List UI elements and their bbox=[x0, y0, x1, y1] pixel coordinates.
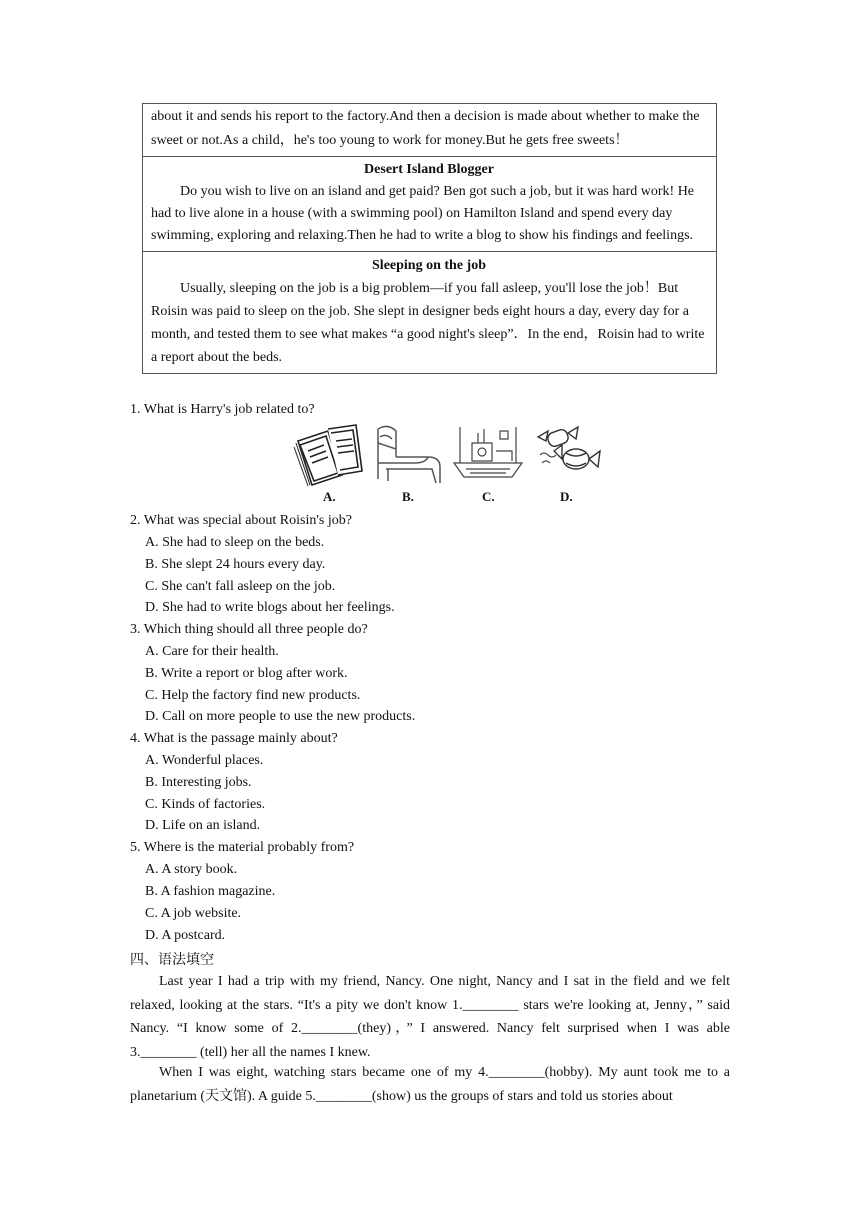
grammar-passage-paragraph-1: Last year I had a trip with my friend, Nancy. One night, Nancy and I sat in the field and we felt relaxed, looking at the stars. “It's a pity we don't know 1.________ stars we're looking at, Jenny，” said Nancy. “I know some of 2.________(they)，” I answered. Nancy felt surprised when I was able 3.________ (tell) her all the names I knew. bbox=[130, 974, 730, 1060]
question-5-option-a: A. A story book. bbox=[145, 862, 238, 877]
question-3-option-b: B. Write a report or blog after work. bbox=[145, 666, 348, 681]
question-3-option-c: C. Help the factory find new products. bbox=[145, 688, 361, 703]
question-4: 4. What is the passage mainly about? bbox=[130, 731, 338, 746]
sweets-icon bbox=[532, 423, 602, 487]
question-2-option-c: C. She can't fall asleep on the job. bbox=[145, 579, 336, 594]
table-row-island-blogger bbox=[143, 156, 716, 251]
question-5-option-c: C. A job website. bbox=[145, 906, 242, 921]
question-4-option-a: A. Wonderful places. bbox=[145, 753, 264, 768]
question-2-option-d: D. She had to write blogs about her feelings. bbox=[145, 600, 395, 615]
question-3: 3. Which thing should all three people do? bbox=[130, 622, 368, 637]
grammar-passage-paragraph-2: When I was eight, watching stars became one of my 4.________(hobby). My aunt took me to a planetarium (天文馆). A guide 5.________(show) us the groups of stars and told us stories about bbox=[130, 1065, 730, 1104]
question-2: 2. What was special about Roisin's job? bbox=[130, 513, 352, 528]
question-4-option-c: C. Kinds of factories. bbox=[145, 797, 266, 812]
option-a-label: A. bbox=[323, 489, 336, 504]
question-5: 5. Where is the material probably from? bbox=[130, 840, 355, 855]
reading-table bbox=[142, 103, 717, 374]
question-2-option-b: B. She slept 24 hours every day. bbox=[145, 557, 326, 572]
sleeping-job-title: Sleeping on the job bbox=[372, 258, 486, 273]
question-2-option-a: A. She had to sleep on the beds. bbox=[145, 535, 325, 550]
question-4-option-b: B. Interesting jobs. bbox=[145, 775, 252, 790]
question-3-option-d: D. Call on more people to use the new products. bbox=[145, 709, 416, 724]
question-4-option-d: D. Life on an island. bbox=[145, 818, 261, 833]
island-blogger-title: Desert Island Blogger bbox=[364, 162, 494, 177]
option-b-label: B. bbox=[402, 489, 414, 504]
factory-machine-icon bbox=[452, 423, 524, 487]
table-row-sleeping-job bbox=[143, 251, 716, 373]
question-5-option-d: D. A postcard. bbox=[145, 928, 226, 943]
island-blogger-text: Do you wish to live on an island and get paid? Ben got such a job, but it was hard work! He had to live alone in a house (with a swimming pool) on Hamilton Island and spend every day swimming, exploring and relaxing.Then he had to write a blog to show his findings and feelings. bbox=[151, 184, 695, 243]
bed-icon bbox=[374, 423, 444, 487]
table-row-sweet-tester bbox=[143, 104, 716, 156]
section-4-heading: 四、语法填空 bbox=[130, 952, 214, 968]
question-1-images bbox=[290, 423, 610, 513]
option-c-label: C. bbox=[482, 489, 495, 504]
question-1: 1. What is Harry's job related to? bbox=[130, 402, 315, 417]
option-d-label: D. bbox=[560, 489, 573, 504]
question-3-option-a: A. Care for their health. bbox=[145, 644, 279, 659]
sleeping-job-text: Usually, sleeping on the job is a big problem—if you fall asleep, you'll lose the job！But Roisin was paid to sleep on the job. She slept in designer beds eight hours a day, every day for a month, and tested them to see what makes “a good night's sleep”．In the end，Roisin had to write a report about the beds. bbox=[151, 281, 705, 365]
notebooks-icon bbox=[290, 423, 370, 487]
question-5-option-b: B. A fashion magazine. bbox=[145, 884, 276, 899]
sweet-tester-text: about it and sends his report to the factory.And then a decision is made about whether to make the sweet or not.As a child，he's too young to work for money.But he gets free sweets！ bbox=[151, 109, 700, 148]
